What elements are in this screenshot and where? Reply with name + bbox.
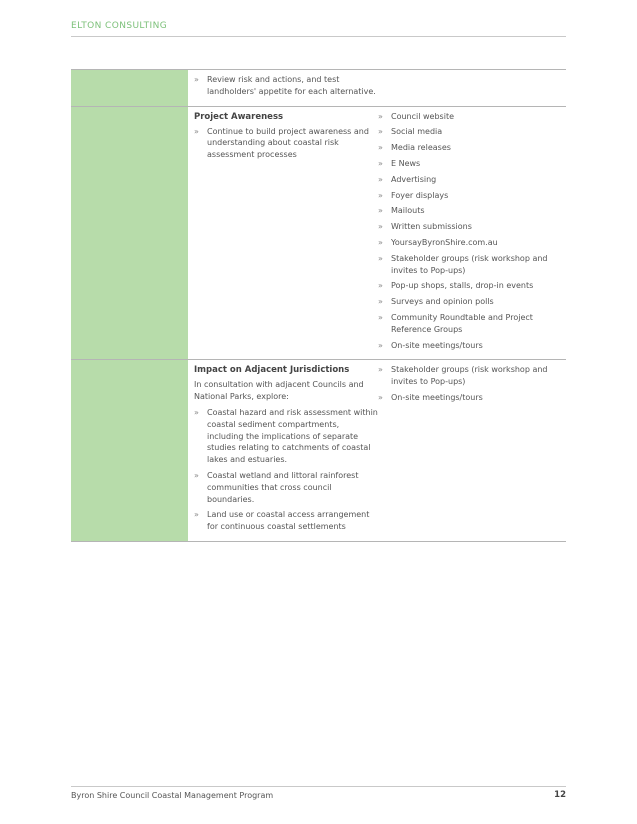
list-item-text: Pop-up shops, stalls, drop-in events (391, 281, 534, 291)
list-item-text: Surveys and opinion polls (391, 297, 494, 307)
bullet-marker: » (194, 126, 199, 136)
list-item-text: Review risk and actions, and test landholders' appetite for each alternative. (207, 75, 376, 96)
list-item (378, 111, 560, 123)
list-item (378, 312, 560, 336)
bullet-marker: » (378, 174, 383, 184)
header-divider (71, 36, 566, 37)
list-item-text: Community Roundtable and Project Reference Groups (391, 312, 533, 334)
methods-list (378, 364, 560, 403)
list-item-text: Stakeholder groups (risk workshop and invites to Pop-ups) (391, 365, 548, 387)
list-item (378, 392, 560, 404)
bullet-marker: » (378, 127, 383, 137)
row-intro-text: In consultation with adjacent Councils and National Parks, explore: (194, 380, 364, 402)
list-item (194, 74, 378, 98)
row-heading: Impact on Adjacent Jurisdictions (194, 365, 350, 376)
bullet-marker: » (378, 143, 383, 153)
table-row (71, 70, 566, 107)
list-item-text: Land use or coastal access arrangement for continuous coastal settlements (207, 510, 370, 532)
methods-cell (378, 70, 566, 106)
bullet-marker: » (378, 281, 383, 291)
list-item-text: YoursayByronShire.com.au (391, 237, 498, 247)
activities-cell (188, 70, 378, 106)
list-item-text: Coastal wetland and littoral rainforest communities that cross council boundaries. (207, 470, 359, 504)
bullet-marker: » (378, 365, 383, 375)
list-item (378, 364, 560, 388)
activities-list (194, 74, 378, 98)
bullet-marker: » (194, 75, 199, 84)
list-item-text: Coastal hazard and risk assessment within coastal sediment compartments, including the implications of separate studies relating to catchments of coastal lakes and estuaries. (207, 407, 378, 465)
table-row-label-cell (71, 70, 188, 106)
engagement-table (71, 69, 566, 542)
list-item (378, 340, 560, 352)
bullet-marker: » (378, 297, 383, 307)
bullet-marker: » (378, 206, 383, 216)
methods-list (378, 111, 560, 352)
activities-cell (188, 360, 378, 541)
list-item-text: Stakeholder groups (risk workshop and invites to Pop-ups) (391, 253, 548, 275)
bullet-marker: » (194, 407, 199, 417)
list-item-text: Mailouts (391, 206, 425, 216)
list-item (378, 296, 560, 308)
list-item (378, 253, 560, 277)
bullet-marker: » (378, 222, 383, 232)
list-item-text: Written submissions (391, 222, 472, 232)
list-item (378, 142, 560, 154)
footer-document-title: Byron Shire Council Coastal Management Program (71, 791, 274, 800)
bullet-marker: » (378, 253, 383, 263)
bullet-marker: » (378, 190, 383, 200)
bullet-marker: » (378, 392, 383, 402)
activities-list (194, 407, 378, 533)
list-item (378, 174, 560, 186)
list-item-text: Continue to build project awareness and understanding about coastal risk assessment processes (207, 126, 369, 160)
bullet-marker: » (194, 470, 199, 480)
list-item (378, 158, 560, 170)
activities-list (194, 126, 378, 161)
list-item (194, 126, 378, 161)
table-row-label-cell (71, 107, 188, 360)
methods-cell (378, 107, 566, 360)
list-item (378, 126, 560, 138)
bullet-marker: » (378, 111, 383, 121)
header-company-name: ELTON CONSULTING (71, 21, 168, 31)
table-row-label-cell (71, 360, 188, 541)
list-item (378, 205, 560, 217)
methods-cell (378, 360, 566, 541)
list-item-text: Media releases (391, 143, 451, 153)
list-item (194, 407, 378, 466)
list-item (378, 280, 560, 292)
footer-divider (71, 786, 566, 787)
row-heading: Project Awareness (194, 111, 284, 122)
list-item-text: On-site meetings/tours (391, 340, 483, 350)
list-item-text: Foyer displays (391, 190, 449, 200)
bullet-marker: » (378, 312, 383, 322)
list-item-text: On-site meetings/tours (391, 392, 483, 402)
bullet-marker: » (378, 237, 383, 247)
list-item (378, 237, 560, 249)
list-item (194, 509, 378, 533)
table-row (71, 107, 566, 361)
list-item-text: Council website (391, 111, 454, 121)
list-item (378, 190, 560, 202)
bullet-marker: » (378, 158, 383, 168)
bullet-marker: » (378, 340, 383, 350)
bullet-marker: » (194, 510, 199, 520)
list-item-text: Social media (391, 127, 443, 137)
list-item-text: Advertising (391, 174, 437, 184)
list-item (378, 221, 560, 233)
list-item-text: E News (391, 158, 421, 168)
activities-cell (188, 107, 378, 360)
list-item (194, 470, 378, 505)
page-number: 12 (554, 790, 566, 800)
table-row (71, 360, 566, 542)
